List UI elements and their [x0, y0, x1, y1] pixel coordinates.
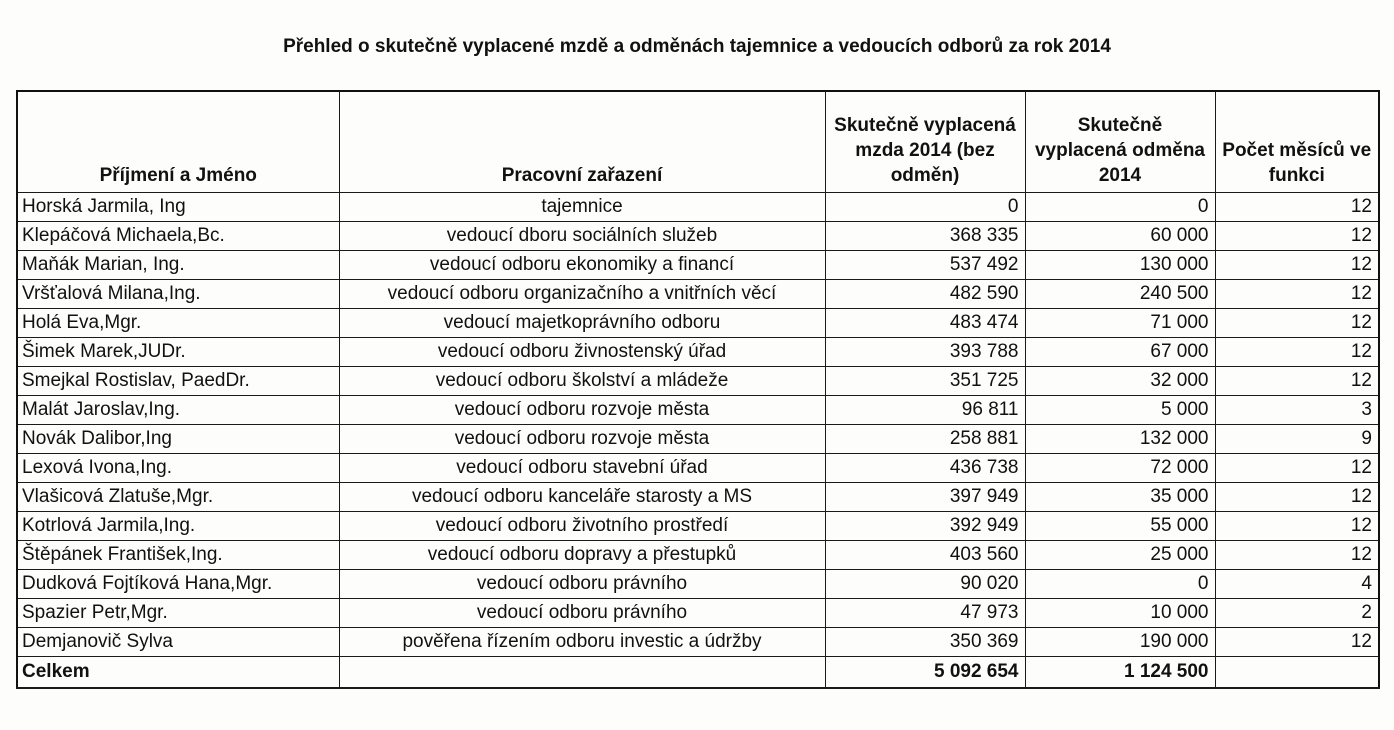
- row-months: 12: [1215, 309, 1379, 338]
- total-role: [339, 657, 825, 689]
- row-role: vedoucí odboru stavební úřad: [339, 454, 825, 483]
- row-bonus: 71 000: [1025, 309, 1215, 338]
- row-months: 12: [1215, 193, 1379, 222]
- document-title: Přehled o skutečně vyplacené mzdě a odměnách tajemnice a vedoucích odborů za rok 2014: [283, 36, 1111, 57]
- row-salary: 351 725: [825, 367, 1025, 396]
- row-months: 9: [1215, 425, 1379, 454]
- row-name: Holá Eva,Mgr.: [17, 309, 339, 338]
- table-row: [17, 570, 1379, 599]
- row-salary: 537 492: [825, 251, 1025, 280]
- column-header-months: Počet měsíců ve funkci: [1215, 91, 1379, 193]
- column-header-role: Pracovní zařazení: [339, 91, 825, 193]
- row-months: 12: [1215, 483, 1379, 512]
- row-months: 12: [1215, 628, 1379, 657]
- row-bonus: 240 500: [1025, 280, 1215, 309]
- total-salary: 5 092 654: [825, 657, 1025, 689]
- row-salary: 96 811: [825, 396, 1025, 425]
- row-months: 2: [1215, 599, 1379, 628]
- row-salary: 397 949: [825, 483, 1025, 512]
- row-role: vedoucí odboru ekonomiky a financí: [339, 251, 825, 280]
- row-role: vedoucí odboru kanceláře starosty a MS: [339, 483, 825, 512]
- row-bonus: 0: [1025, 193, 1215, 222]
- table-row: [17, 338, 1379, 367]
- row-salary: 436 738: [825, 454, 1025, 483]
- table-row: [17, 483, 1379, 512]
- row-name: Smejkal Rostislav, PaedDr.: [17, 367, 339, 396]
- row-bonus: 32 000: [1025, 367, 1215, 396]
- table-header-row: [17, 91, 1379, 193]
- table-row: [17, 309, 1379, 338]
- row-salary: 482 590: [825, 280, 1025, 309]
- row-bonus: 35 000: [1025, 483, 1215, 512]
- row-name: Kotrlová Jarmila,Ing.: [17, 512, 339, 541]
- row-name: Malát Jaroslav,Ing.: [17, 396, 339, 425]
- row-bonus: 190 000: [1025, 628, 1215, 657]
- table-row: [17, 396, 1379, 425]
- row-name: Horská Jarmila, Ing: [17, 193, 339, 222]
- row-name: Spazier Petr,Mgr.: [17, 599, 339, 628]
- row-bonus: 67 000: [1025, 338, 1215, 367]
- row-months: 12: [1215, 367, 1379, 396]
- row-months: 3: [1215, 396, 1379, 425]
- row-name: Vršťalová Milana,Ing.: [17, 280, 339, 309]
- row-salary: 90 020: [825, 570, 1025, 599]
- row-role: tajemnice: [339, 193, 825, 222]
- row-name: Demjanovič Sylva: [17, 628, 339, 657]
- row-name: Novák Dalibor,Ing: [17, 425, 339, 454]
- row-name: Šimek Marek,JUDr.: [17, 338, 339, 367]
- table-row: [17, 280, 1379, 309]
- table-body: [17, 193, 1379, 657]
- row-salary: 258 881: [825, 425, 1025, 454]
- table-row: [17, 425, 1379, 454]
- table-row: [17, 628, 1379, 657]
- row-role: vedoucí odboru právního: [339, 599, 825, 628]
- column-header-bonus: Skutečně vyplacená odměna 2014: [1025, 91, 1215, 193]
- row-role: vedoucí odboru rozvoje města: [339, 396, 825, 425]
- row-months: 12: [1215, 512, 1379, 541]
- row-months: 12: [1215, 222, 1379, 251]
- row-role: vedoucí odboru živnostenský úřad: [339, 338, 825, 367]
- table-row: [17, 222, 1379, 251]
- row-salary: 0: [825, 193, 1025, 222]
- row-months: 12: [1215, 338, 1379, 367]
- row-bonus: 60 000: [1025, 222, 1215, 251]
- row-role: vedoucí odboru školství a mládeže: [339, 367, 825, 396]
- row-bonus: 5 000: [1025, 396, 1215, 425]
- total-label: Celkem: [17, 657, 339, 689]
- row-salary: 350 369: [825, 628, 1025, 657]
- table-row: [17, 454, 1379, 483]
- row-bonus: 25 000: [1025, 541, 1215, 570]
- row-role: vedoucí odboru právního: [339, 570, 825, 599]
- row-salary: 483 474: [825, 309, 1025, 338]
- row-name: Štěpánek František,Ing.: [17, 541, 339, 570]
- row-months: 4: [1215, 570, 1379, 599]
- total-bonus: 1 124 500: [1025, 657, 1215, 689]
- row-salary: 392 949: [825, 512, 1025, 541]
- row-bonus: 130 000: [1025, 251, 1215, 280]
- row-name: Vlašicová Zlatuše,Mgr.: [17, 483, 339, 512]
- table-row: [17, 367, 1379, 396]
- row-months: 12: [1215, 280, 1379, 309]
- row-role: vedoucí odboru rozvoje města: [339, 425, 825, 454]
- row-role: pověřena řízením odboru investic a údržby: [339, 628, 825, 657]
- table-row: [17, 193, 1379, 222]
- row-role: vedoucí dboru sociálních služeb: [339, 222, 825, 251]
- row-role: vedoucí odboru dopravy a přestupků: [339, 541, 825, 570]
- row-salary: 393 788: [825, 338, 1025, 367]
- salary-table: [16, 90, 1380, 689]
- row-bonus: 10 000: [1025, 599, 1215, 628]
- row-role: vedoucí odboru životního prostředí: [339, 512, 825, 541]
- row-salary: 368 335: [825, 222, 1025, 251]
- table-row: [17, 541, 1379, 570]
- salary-table-container: [16, 90, 1378, 689]
- row-months: 12: [1215, 541, 1379, 570]
- row-salary: 403 560: [825, 541, 1025, 570]
- table-row: [17, 251, 1379, 280]
- row-role: vedoucí odboru organizačního a vnitřních věcí: [339, 280, 825, 309]
- row-months: 12: [1215, 251, 1379, 280]
- table-row: [17, 512, 1379, 541]
- row-name: Klepáčová Michaela,Bc.: [17, 222, 339, 251]
- row-bonus: 0: [1025, 570, 1215, 599]
- total-row: [17, 657, 1379, 689]
- row-name: Dudková Fojtíková Hana,Mgr.: [17, 570, 339, 599]
- row-bonus: 132 000: [1025, 425, 1215, 454]
- row-name: Lexová Ivona,Ing.: [17, 454, 339, 483]
- total-months: [1215, 657, 1379, 689]
- row-name: Maňák Marian, Ing.: [17, 251, 339, 280]
- column-header-name: Příjmení a Jméno: [17, 91, 339, 193]
- row-role: vedoucí majetkoprávního odboru: [339, 309, 825, 338]
- row-salary: 47 973: [825, 599, 1025, 628]
- column-header-salary: Skutečně vyplacená mzda 2014 (bez odměn): [825, 91, 1025, 193]
- row-bonus: 72 000: [1025, 454, 1215, 483]
- row-bonus: 55 000: [1025, 512, 1215, 541]
- row-months: 12: [1215, 454, 1379, 483]
- table-row: [17, 599, 1379, 628]
